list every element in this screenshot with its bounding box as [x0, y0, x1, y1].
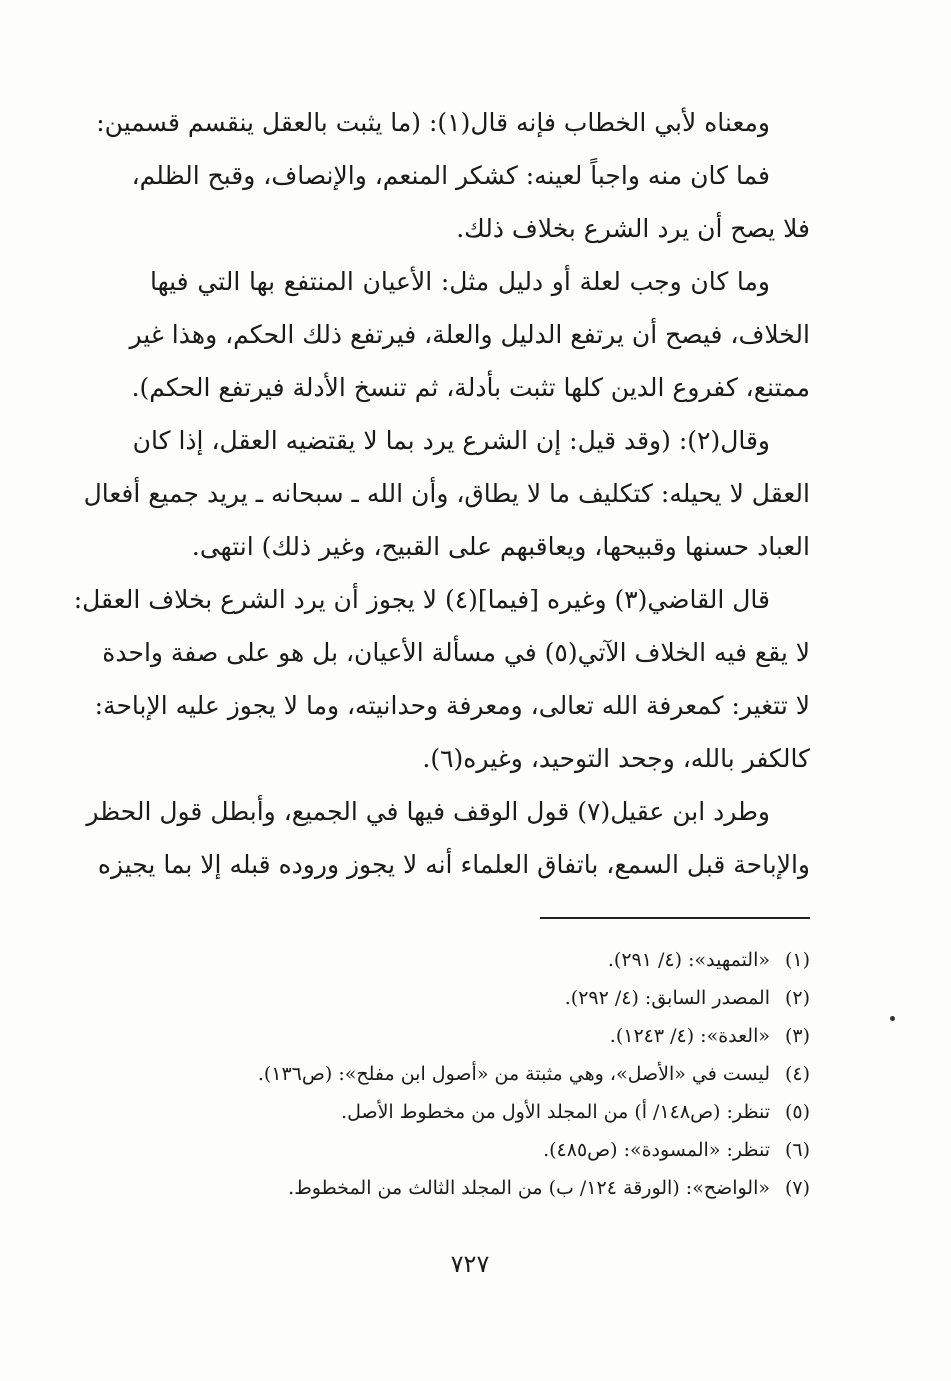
text-line: وطرد ابن عقيل(٧) قول الوقف فيها في الجميع، وأبطل قول الحظر: [86, 797, 770, 826]
text-line: فلا يصح أن يرد الشرع بخلاف ذلك.: [456, 214, 810, 243]
footnote-item: [200, 1017, 810, 1055]
footnote-item: [200, 1055, 810, 1093]
text-line: العقل لا يحيله: كتكليف ما لا يطاق، وأن الله ـ سبحانه ـ يريد جميع أفعال: [83, 479, 810, 508]
footnote-text: المصدر السابق: (٤/ ٢٩٢).: [564, 987, 770, 1009]
footnote-separator: [540, 917, 810, 919]
ink-speck: [890, 1016, 895, 1021]
footnote-item: [200, 979, 810, 1017]
text-line: لا تتغير: كمعرفة الله تعالى، ومعرفة وحدانيته، وما لا يجوز عليه الإباحة:: [94, 691, 810, 720]
footnote-number: (٦): [784, 1139, 810, 1161]
footnote-item: [200, 1169, 810, 1207]
footnotes: [200, 941, 810, 1207]
footnote-item: [200, 941, 810, 979]
footnote-text: تنظر: (ص١٤٨/ أ) من المجلد الأول من مخطوط الأصل.: [341, 1101, 770, 1123]
body-text: [73, 96, 810, 891]
text-line: وقال(٢): (وقد قيل: إن الشرع يرد بما لا يقتضيه العقل، إذا كان: [132, 426, 770, 455]
footnote-text: «التمهيد»: (٤/ ٢٩١).: [607, 949, 770, 971]
footnote-number: (٤): [784, 1063, 810, 1085]
text-line: لا يقع فيه الخلاف الآتي(٥) في مسألة الأعيان، بل هو على صفة واحدة: [102, 638, 810, 667]
footnote-item: [200, 1093, 810, 1131]
footnote-number: (٢): [784, 987, 810, 1009]
text-line: العباد حسنها وقبيحها، ويعاقبهم على القبيح، وغير ذلك) انتهى.: [191, 532, 810, 561]
text-line: والإباحة قبل السمع، باتفاق العلماء أنه لا يجوز وروده قبله إلا بما يجيزه: [97, 850, 810, 879]
text-line: ومعناه لأبي الخطاب فإنه قال(١): (ما يثبت بالعقل ينقسم قسمين:: [96, 108, 770, 137]
text-line: الخلاف، فيصح أن يرتفع الدليل والعلة، فيرتفع ذلك الحكم، وهذا غير: [129, 320, 810, 349]
footnote-text: «الواضح»: (الورقة ١٢٤/ ب) من المجلد الثالث من المخطوط.: [288, 1177, 770, 1199]
text-line: فما كان منه واجباً لعينه: كشكر المنعم، والإنصاف، وقبح الظلم،: [131, 161, 770, 190]
text-line: قال القاضي(٣) وغيره [فيما](٤) لا يجوز أن يرد الشرع بخلاف العقل:: [73, 585, 770, 614]
footnote-number: (٧): [784, 1177, 810, 1199]
text-line: ممتنع، كفروع الدين كلها تثبت بأدلة، ثم تنسخ الأدلة فيرتفع الحكم).: [131, 373, 810, 402]
footnote-item: [200, 1131, 810, 1169]
footnote-text: «العدة»: (٤/ ١٢٤٣).: [609, 1025, 770, 1047]
text-line: كالكفر بالله، وجحد التوحيد، وغيره(٦).: [422, 744, 810, 773]
page-number: ٧٢٧: [450, 1250, 490, 1278]
footnote-number: (١): [784, 949, 810, 971]
footnote-number: (٥): [784, 1101, 810, 1123]
footnote-number: (٣): [784, 1025, 810, 1047]
footnote-text: تنظر: «المسودة»: (ص٤٨٥).: [543, 1139, 770, 1161]
text-line: وما كان وجب لعلة أو دليل مثل: الأعيان المنتفع بها التي فيها: [150, 267, 770, 296]
footnote-text: ليست في «الأصل»، وهي مثبتة من «أصول ابن مفلح»: (ص١٣٦).: [257, 1063, 770, 1085]
